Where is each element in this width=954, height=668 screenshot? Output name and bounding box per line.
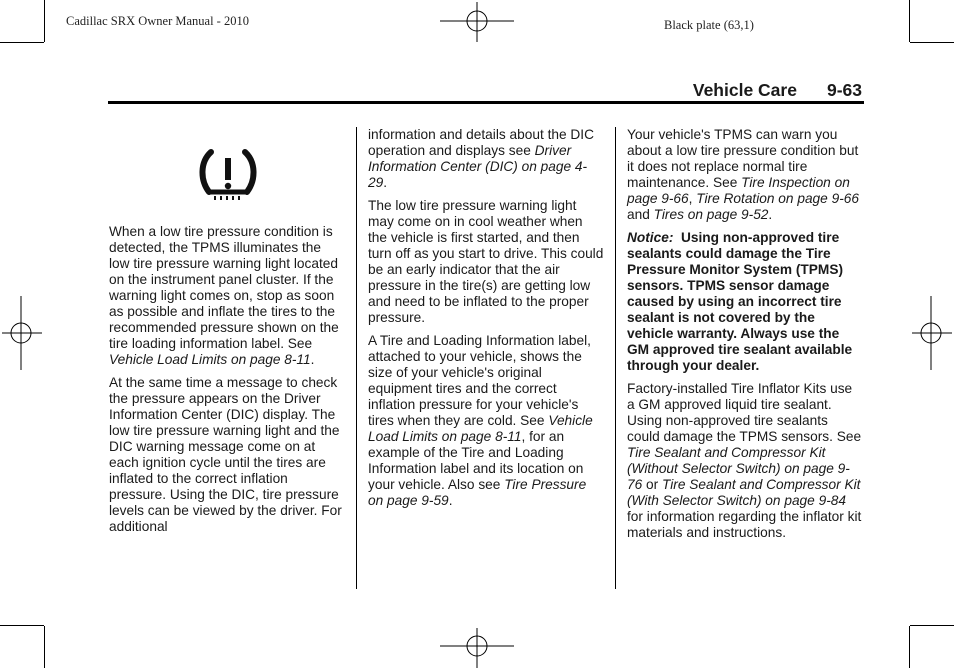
paragraph: At the same time a message to check the pressure appears on the Driver Information Center (DIC) display. The low tire pressure warning light and the DIC warning message come on at each ignition cycle until the tires are inflated to the correct inflation pressure. Using the DIC, tire pressure levels can be viewed by the driver. For additional <box>109 375 342 534</box>
notice-paragraph: Notice: Using non-approved tire sealants could damage the Tire Pressure Monitor System (TPMS) sensors. TPMS sensor damage caused by using an incorrect tire sealant is not covered by the vehicle warranty. Always use the GM approved tire sealant available through your dealer. <box>627 230 853 373</box>
header-rule <box>108 101 864 104</box>
registration-mark-left <box>2 296 42 370</box>
cross-reference[interactable]: Tire Pressure on page 9-59 <box>368 477 587 508</box>
cross-reference[interactable]: Vehicle Load Limits on page 8-11 <box>368 413 593 444</box>
column-2 <box>368 127 604 516</box>
section-heading <box>693 80 862 101</box>
cross-reference[interactable]: Tire Inspection on page 9-66 <box>627 175 850 206</box>
cross-reference[interactable]: Tire Sealant and Compressor Kit (With Selector Switch) on page 9-84 <box>627 477 861 508</box>
paragraph: The low tire pressure warning light may come on in cool weather when the vehicle is first started, and then turn off as you start to drive. This could be an early indicator that the air pressure in the tire(s) are getting low and need to be inflated to the proper pressure. <box>368 198 604 325</box>
page-number: 9-63 <box>826 80 862 100</box>
crop-mark <box>0 625 44 626</box>
cross-reference[interactable]: Driver Information Center (DIC) on page 4-29 <box>368 143 588 190</box>
crop-mark <box>910 42 954 43</box>
cross-reference[interactable]: Tire Rotation on page 9-66 <box>696 191 859 206</box>
paragraph: When a low tire pressure condition is detected, the TPMS illuminates the low tire pressure warning light located on the instrument panel cluster. If the warning light comes on, stop as soon as possible and inflate the tires to the recommended pressure shown on the tire loading information label. See Vehicle Load Limits on page 8-11. <box>109 224 339 367</box>
crop-mark <box>0 42 44 43</box>
low-tire-pressure-warning-icon <box>197 148 259 202</box>
cross-reference[interactable]: Vehicle Load Limits on page 8-11 <box>109 352 311 367</box>
crop-mark <box>909 0 910 42</box>
cross-reference[interactable]: Tires on page 9-52 <box>653 207 769 222</box>
registration-mark-right <box>912 296 952 370</box>
paragraph: information and details about the DIC operation and displays see Driver Information Center (DIC) on page 4-29. <box>368 127 594 190</box>
manual-title: Cadillac SRX Owner Manual - 2010 <box>66 14 249 28</box>
notice-label: Notice: <box>627 230 674 245</box>
paragraph: A Tire and Loading Information label, attached to your vehicle, shows the size of your vehicle's original equipment tires and the correct inflation pressure for your vehicle's tires when they are cold. See Vehicle Load Limits on page 8-11, for an example of the Tire and Loading Information label and its location on your vehicle. Also see Tire Pressure on page 9-59. <box>368 333 593 508</box>
crop-mark <box>910 625 954 626</box>
paragraph: Factory-installed Tire Inflator Kits use a GM approved liquid tire sealant. Using non-approved tire sealants could damage the TPMS sensors. See Tire Sealant and Compressor Kit (Without Selector Switch) on page 9-76 or Tire Sealant and Compressor Kit (With Selector Switch) on page 9-84 for information regarding the inflator kit materials and instructions. <box>627 381 862 540</box>
plate-label: Black plate (63,1) <box>664 18 754 32</box>
column-1 <box>109 224 345 542</box>
crop-mark <box>44 626 45 668</box>
column-3 <box>627 127 863 548</box>
cross-reference[interactable]: Tire Sealant and Compressor Kit (Without Selector Switch) on page 9-76 <box>627 445 850 492</box>
paragraph: Your vehicle's TPMS can warn you about a low tire pressure condition but it does not replace normal tire maintenance. See Tire Inspection on page 9-66, Tire Rotation on page 9-66 and Tires on page 9-52. <box>627 127 859 222</box>
section-title: Vehicle Care <box>692 80 797 100</box>
column-divider <box>615 127 616 589</box>
registration-mark-top <box>440 2 514 42</box>
column-divider <box>356 127 357 589</box>
registration-mark-bottom <box>440 628 514 668</box>
crop-mark <box>909 626 910 668</box>
crop-mark <box>44 0 45 42</box>
